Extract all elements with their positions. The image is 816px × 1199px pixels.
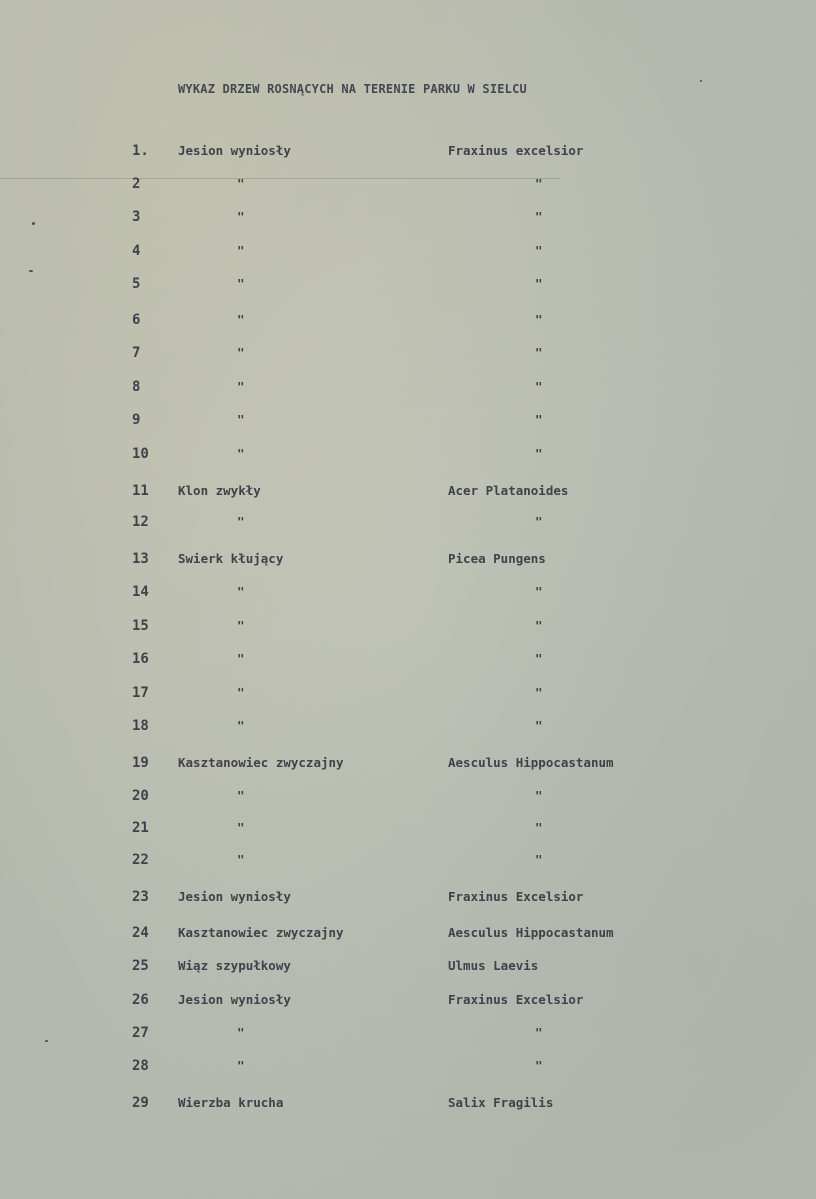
row-number: 11 [132,483,149,499]
latin-name: " [535,243,543,258]
row-number: 19 [132,755,149,771]
row-number: 24 [132,925,149,941]
latin-name: " [535,852,543,867]
list-row [0,1095,816,1115]
polish-name: " [237,1025,245,1040]
list-row [0,718,816,738]
polish-name: " [237,820,245,835]
latin-name: " [535,651,543,666]
latin-name: " [535,1025,543,1040]
polish-name: " [237,618,245,633]
latin-name: " [535,618,543,633]
list-row [0,685,816,705]
latin-name: " [535,209,543,224]
row-number: 10 [132,446,149,462]
polish-name: " [237,176,245,191]
row-number: 3 [132,209,141,225]
list-row [0,551,816,571]
polish-name: " [237,412,245,427]
latin-name: Picea Pungens [448,551,546,566]
list-row [0,820,816,840]
list-row [0,209,816,229]
row-number: 9 [132,412,141,428]
row-number: 14 [132,584,149,600]
polish-name: " [237,852,245,867]
polish-name: " [237,584,245,599]
row-number: 2 [132,176,141,192]
list-row [0,584,816,604]
polish-name: Klon zwykły [178,483,261,498]
polish-name: " [237,788,245,803]
latin-name: " [535,345,543,360]
polish-name: " [237,276,245,291]
row-number: 13 [132,551,149,567]
polish-name: Swierk kłujący [178,551,284,566]
polish-name: " [237,379,245,394]
list-row [0,446,816,466]
latin-name: Fraxinus Excelsior [448,889,584,904]
polish-name: " [237,209,245,224]
list-row [0,889,816,909]
row-number: 5 [132,276,141,292]
latin-name: " [535,1058,543,1073]
latin-name: " [535,276,543,291]
latin-name: " [535,176,543,191]
list-row [0,412,816,432]
list-row [0,483,816,503]
list-row [0,755,816,775]
row-number: 8 [132,379,141,395]
list-row [0,345,816,365]
latin-name: Aesculus Hippocastanum [448,925,614,940]
latin-name: " [535,412,543,427]
row-number: 4 [132,243,141,259]
latin-name: " [535,584,543,599]
polish-name: Wiąz szypułkowy [178,958,291,973]
latin-name: " [535,514,543,529]
latin-name: Acer Platanoides [448,483,569,498]
row-number: 28 [132,1058,149,1074]
list-row [0,514,816,534]
list-row [0,618,816,638]
latin-name: Ulmus Laevis [448,958,539,973]
row-number: 7 [132,345,141,361]
polish-name: " [237,651,245,666]
polish-name: Jesion wyniosły [178,889,291,904]
row-number: 12 [132,514,149,530]
row-number: 27 [132,1025,149,1041]
list-row [0,379,816,399]
row-number: 26 [132,992,149,1008]
polish-name: " [237,685,245,700]
list-row [0,788,816,808]
row-number: 29 [132,1095,149,1111]
list-row [0,276,816,296]
polish-name: Wierzba krucha [178,1095,284,1110]
list-row [0,312,816,332]
row-number: 20 [132,788,149,804]
latin-name: Aesculus Hippocastanum [448,755,614,770]
polish-name: Kasztanowiec zwyczajny [178,755,344,770]
row-number: 6 [132,312,141,328]
polish-name: " [237,345,245,360]
polish-name: " [237,243,245,258]
row-number: 17 [132,685,149,701]
list-row [0,925,816,945]
row-number: 18 [132,718,149,734]
list-row [0,651,816,671]
document-title: WYKAZ DRZEW ROSNĄCYCH NA TERENIE PARKU W SIELCU [178,82,527,96]
latin-name: " [535,718,543,733]
polish-name: Jesion wyniosły [178,143,291,158]
list-row [0,243,816,263]
row-number: 25 [132,958,149,974]
latin-name: " [535,820,543,835]
latin-name: " [535,446,543,461]
list-row [0,1025,816,1045]
list-row [0,176,816,196]
row-number: 22 [132,852,149,868]
latin-name: Fraxinus excelsior [448,143,584,158]
row-number: 15 [132,618,149,634]
polish-name: " [237,514,245,529]
latin-name: " [535,379,543,394]
latin-name: " [535,788,543,803]
list-row [0,852,816,872]
list-row [0,958,816,978]
list-row [0,143,816,163]
row-number: 21 [132,820,149,836]
polish-name: " [237,718,245,733]
latin-name: " [535,685,543,700]
polish-name: Kasztanowiec zwyczajny [178,925,344,940]
polish-name: " [237,1058,245,1073]
list-row [0,992,816,1012]
latin-name: " [535,312,543,327]
row-number: 23 [132,889,149,905]
polish-name: " [237,446,245,461]
list-row [0,1058,816,1078]
latin-name: Salix Fragilis [448,1095,554,1110]
polish-name: " [237,312,245,327]
latin-name: Fraxinus Excelsior [448,992,584,1007]
polish-name: Jesion wyniosły [178,992,291,1007]
row-number: 1. [132,143,149,159]
row-number: 16 [132,651,149,667]
